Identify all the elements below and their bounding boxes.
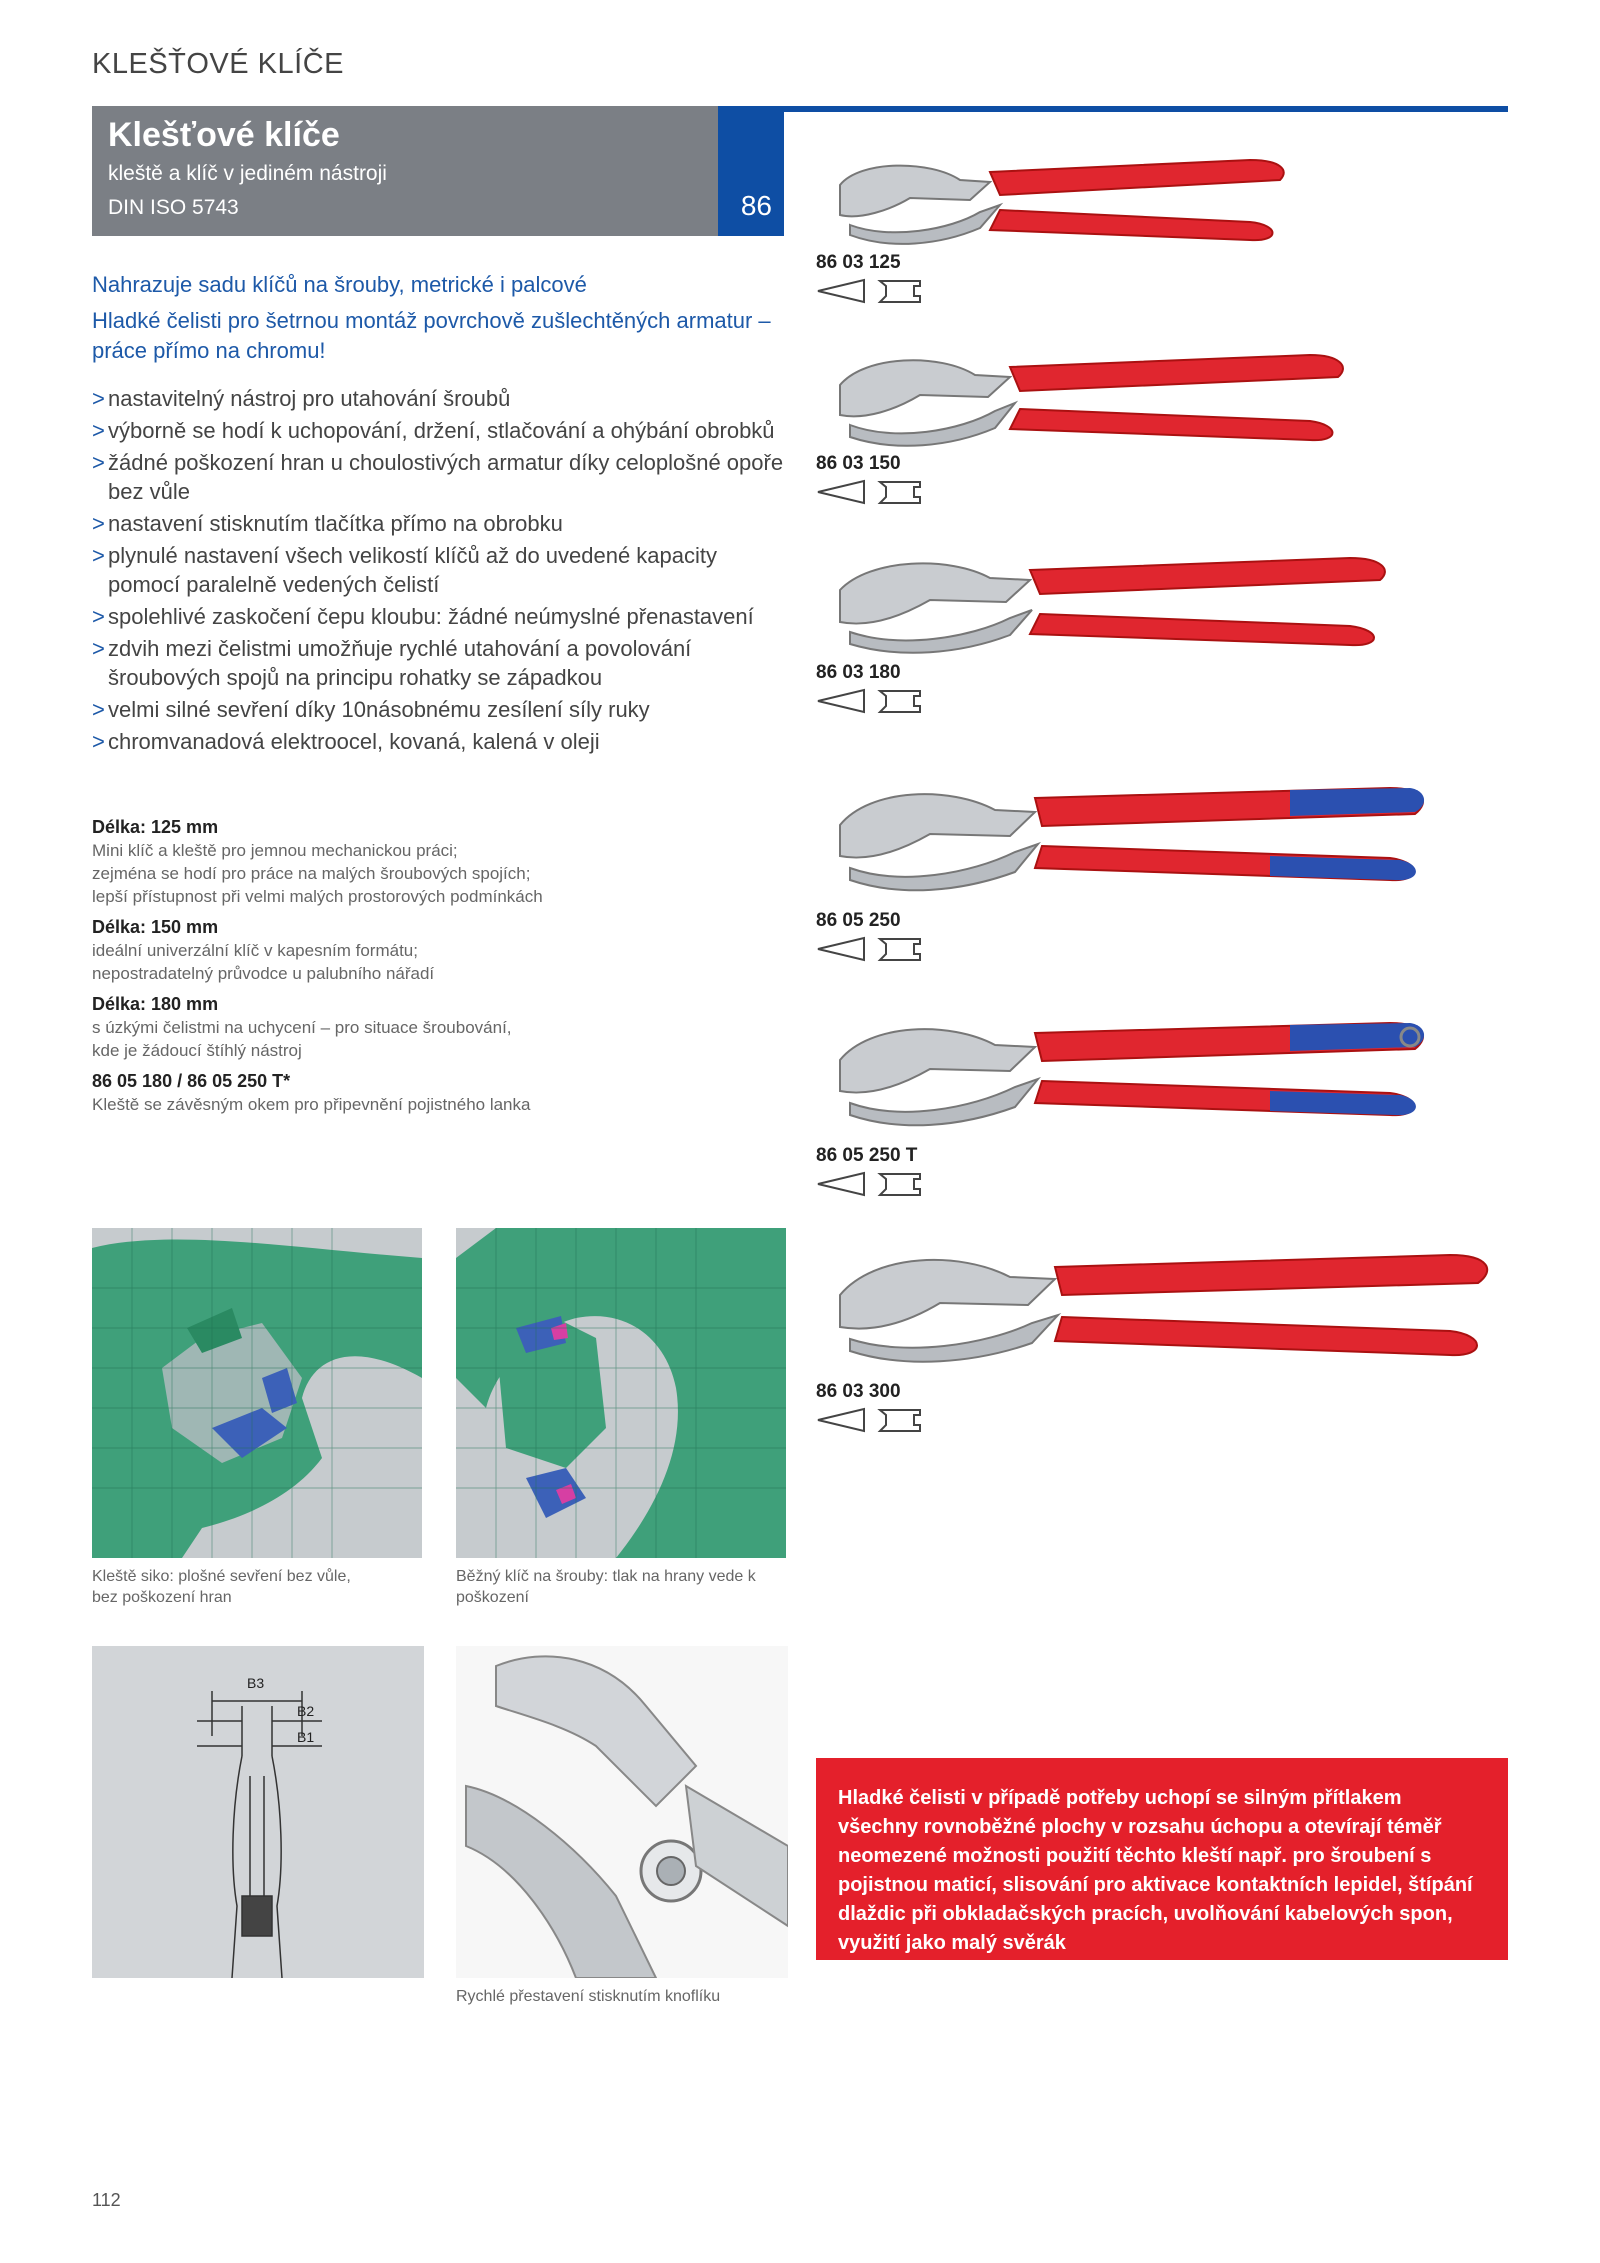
fea-right-figure (456, 1228, 786, 1608)
length-title: Délka: 180 mm (92, 994, 219, 1014)
jaw-shape-icon (816, 936, 926, 962)
product-code: 86 03 125 (816, 252, 901, 273)
feature-list (92, 384, 792, 759)
intro-text (92, 270, 772, 372)
highlight-box: Hladké čelisti v případě potřeby uchopí se silným přítlakem všechny rovnoběžné plochy v rozsahu úchopu a otevírají téměř neomezené možnosti použití těchto kleští např. pro šroubení s pojistnou maticí, slisování pro aktivace kontaktních lepidel, štípání dlaždic při obkladačských pracích, uvolňování kabelových spon, využití jako malý svěrák (816, 1758, 1508, 1960)
chapter-number: 86 (740, 190, 772, 221)
product-86-03-125 (790, 150, 1510, 310)
dimension-diagram-icon (92, 1646, 424, 1978)
header-rule (784, 106, 1508, 112)
dim-label-b2: B2 (297, 1703, 315, 1719)
pliers-wrench-icon (810, 1015, 1450, 1135)
fea-left-caption: Kleště siko: plošné sevření bez vůle, bez poškození hran (92, 1568, 351, 1606)
product-86-03-300 (790, 1245, 1510, 1445)
quick-adjust-caption: Rychlé přestavení stisknutím knoflíku (456, 1988, 721, 2005)
jaw-shape-icon (816, 479, 926, 505)
product-code: 86 05 250 T (816, 1145, 918, 1166)
product-code: 86 03 300 (816, 1381, 901, 1402)
feature-item: > výborně se hodí k uchopování, držení, stlačování a ohýbání obrobků (92, 416, 792, 445)
length-desc: Kleště se závěsným okem pro připevnění pojistného lanka (92, 1095, 531, 1114)
header-title: Klešťové klíče (108, 116, 340, 154)
pliers-wrench-icon (810, 345, 1410, 455)
pliers-wrench-icon (810, 550, 1450, 660)
fea-left-figure (92, 1228, 422, 1608)
feature-item: > spolehlivé zaskočení čepu kloubu: žádné neúmyslné přenastavení (92, 602, 792, 631)
fea-left-image (92, 1228, 422, 1558)
pliers-wrench-icon (810, 150, 1370, 250)
product-86-05-250-t (790, 1015, 1510, 1215)
product-code: 86 03 180 (816, 662, 901, 683)
product-86-03-150 (790, 345, 1510, 515)
feature-item: > zdvih mezi čelistmi umožňuje rychlé utahování a povolování šroubových spojů na principu rohatky se západkou (92, 634, 792, 692)
jaw-shape-icon (816, 688, 926, 714)
fea-mesh-icon (92, 1228, 422, 1558)
pliers-closeup-icon (456, 1646, 788, 1978)
intro-line: Hladké čelisti pro šetrnou montáž povrchově zušlechtěných armatur – práce přímo na chromu! (92, 308, 771, 363)
quick-adjust-figure (456, 1646, 788, 2007)
quick-adjust-image (456, 1646, 788, 1978)
feature-item: > plynulé nastavení všech velikostí klíčů až do uvedené kapacity pomocí paralelně vedených čelistí (92, 541, 792, 599)
jaw-shape-icon (816, 1171, 926, 1197)
product-86-05-250 (790, 780, 1510, 970)
fea-mesh-icon (456, 1228, 786, 1558)
dim-label-b3: B3 (247, 1675, 265, 1691)
feature-item: > nastavení stisknutím tlačítka přímo na obrobku (92, 509, 792, 538)
jaw-shape-icon (816, 1407, 926, 1433)
pliers-wrench-icon (810, 1245, 1500, 1375)
length-title: Délka: 150 mm (92, 917, 219, 937)
dim-label-b1: B1 (297, 1729, 315, 1745)
feature-item: > chromvanadová elektroocel, kovaná, kalená v oleji (92, 727, 792, 756)
pliers-wrench-icon (810, 780, 1450, 900)
product-code: 86 03 150 (816, 453, 901, 474)
product-86-03-180 (790, 550, 1510, 725)
fea-right-image (456, 1228, 786, 1558)
intro-line: Nahrazuje sadu klíčů na šrouby, metrické i palcové (92, 272, 587, 297)
feature-item: > velmi silné sevření díky 10násobnému zesílení síly ruky (92, 695, 792, 724)
dimension-drawing (92, 1646, 424, 1978)
section-title: KLEŠŤOVÉ KLÍČE (92, 48, 344, 80)
length-desc: s úzkými čelistmi na uchycení – pro situace šroubování, kde je žádoucí štíhlý nástroj (92, 1018, 512, 1060)
product-code: 86 05 250 (816, 910, 901, 931)
feature-item: > nastavitelný nástroj pro utahování šroubů (92, 384, 792, 413)
length-title: 86 05 180 / 86 05 250 T* (92, 1071, 291, 1091)
length-desc: Mini klíč a kleště pro jemnou mechanickou práci; zejména se hodí pro práce na malých šroubových spojích; lepší přístupnost při velmi malých prostorových podmínkách (92, 841, 543, 906)
feature-item: > žádné poškození hran u choulostivých armatur díky celoplošné opoře bez vůle (92, 448, 792, 506)
jaw-shape-icon (816, 278, 926, 304)
length-desc: ideální univerzální klíč v kapesním formátu; nepostradatelný průvodce u palubního nářadí (92, 941, 435, 983)
page-number: 112 (92, 2190, 121, 2210)
fea-right-caption: Běžný klíč na šrouby: tlak na hrany vede k poškození (456, 1568, 756, 1606)
length-specs (92, 808, 752, 1116)
header-subtitle: kleště a klíč v jediném nástroji (108, 162, 387, 185)
header-box (92, 106, 718, 236)
header-norm: DIN ISO 5743 (108, 196, 239, 219)
length-title: Délka: 125 mm (92, 817, 219, 837)
chapter-tab (718, 106, 784, 236)
